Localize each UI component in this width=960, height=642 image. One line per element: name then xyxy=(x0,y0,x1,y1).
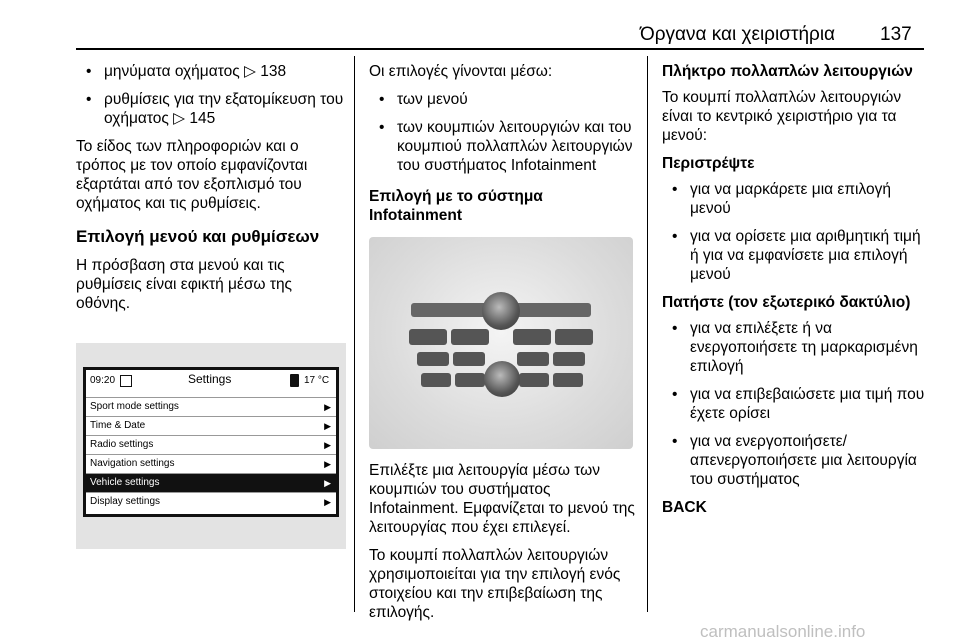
panel-button xyxy=(513,329,551,345)
menu-item-display[interactable]: Display settings ▶ xyxy=(86,492,336,511)
phone-icon xyxy=(290,374,299,387)
chevron-right-icon: ▶ xyxy=(324,478,331,488)
menu-item-time-date[interactable]: Time & Date ▶ xyxy=(86,416,336,435)
panel-button xyxy=(455,373,485,387)
panel-button xyxy=(553,352,585,366)
bullet-list xyxy=(76,62,346,128)
column-3 xyxy=(662,62,930,524)
screen-temperature: 17 °C xyxy=(304,375,330,386)
paragraph: Οι επιλογές γίνονται μέσω: xyxy=(369,63,553,80)
bullet-list xyxy=(662,319,930,489)
infotainment-panel-photo xyxy=(369,237,633,449)
column-2 xyxy=(369,62,637,631)
panel-button xyxy=(517,352,549,366)
subheading: Πλήκτρο πολλαπλών λειτουργιών xyxy=(662,63,913,80)
list-item: • για να ενεργοποιήσετε/απενεργοποιήσετε μια λειτουργία του συστήματος xyxy=(662,432,930,489)
chevron-right-icon: ▶ xyxy=(324,459,331,469)
list-item: • για να ορίσετε μια αριθμητική τιμή ή για να εμφανίσετε μια επιλογή μενού xyxy=(662,227,930,284)
triangle-arrow-icon: ▷ xyxy=(173,110,186,127)
multifunction-knob xyxy=(484,361,520,397)
screen-title: Settings xyxy=(188,372,232,386)
running-header-title: Όργανα και χειριστήρια xyxy=(640,24,836,45)
settings-screen-figure xyxy=(76,343,346,549)
screen-status-bar xyxy=(86,370,336,393)
column-1 xyxy=(76,62,346,564)
paragraph: Το είδος των πληροφοριών και ο τρόπος με τον οποίο εμφανίζονται εξαρτάται από τον εξοπλισμό του οχήματος και τις ρυθμίσεις. xyxy=(76,138,308,212)
list-item: • για να επιβεβαιώσετε μια τιμή που έχετε ορίσει xyxy=(662,385,930,423)
panel-button xyxy=(417,352,449,366)
list-item: • μηνύματα οχήματος ▷ 138 xyxy=(76,62,346,81)
rotate-label: Περιστρέψτε xyxy=(662,155,755,172)
triangle-arrow-icon: ▷ xyxy=(244,63,256,80)
list-item: • των κουμπιών λειτουργιών και του κουμπιού πολλαπλών λειτουργιών του συστήματος Infotainment xyxy=(369,118,637,175)
settings-screen xyxy=(83,367,339,517)
volume-knob xyxy=(482,292,520,330)
page-reference[interactable]: 145 xyxy=(189,110,216,127)
back-label: BACK xyxy=(662,499,707,516)
column-divider-2 xyxy=(647,56,648,612)
panel-button xyxy=(519,373,549,387)
watermark: carmanualsonline.info xyxy=(700,622,866,641)
paragraph: Η πρόσβαση στα μενού και τις ρυθμίσεις είναι εφικτή μέσω της οθόνης. xyxy=(76,257,293,312)
bullet-list xyxy=(369,90,637,175)
panel-button xyxy=(553,373,583,387)
press-label: Πατήστε (τον εξωτερικό δακτύλιο) xyxy=(662,294,911,311)
page-reference[interactable]: 138 xyxy=(260,63,287,80)
panel-button xyxy=(451,329,489,345)
menu-item-radio[interactable]: Radio settings ▶ xyxy=(86,435,336,454)
chevron-right-icon: ▶ xyxy=(324,402,331,412)
paragraph: Επιλέξτε μια λειτουργία μέσω των κουμπιών του συστήματος Infotainment. Εμφανίζεται το μενού της λειτουργίας που έχει επιλεγεί. xyxy=(369,462,635,536)
section-heading: Επιλογή μενού και ρυθμίσεων xyxy=(76,227,320,246)
list-item: • για να επιλέξετε ή να ενεργοποιήσετε τη μαρκαρισμένη επιλογή xyxy=(662,319,930,376)
column-divider-1 xyxy=(354,56,355,612)
subheading: Επιλογή με το σύστημα Infotainment xyxy=(369,188,543,224)
panel-button xyxy=(453,352,485,366)
panel-button xyxy=(555,329,593,345)
chevron-right-icon: ▶ xyxy=(324,440,331,450)
chevron-right-icon: ▶ xyxy=(324,497,331,507)
menu-item-navigation[interactable]: Navigation settings ▶ xyxy=(86,454,336,473)
screen-time: 09:20 xyxy=(90,375,116,386)
panel-button xyxy=(409,329,447,345)
chevron-right-icon: ▶ xyxy=(324,421,331,431)
header-rule xyxy=(76,48,924,50)
list-item: • των μενού xyxy=(369,90,637,109)
bullet-list xyxy=(662,180,930,284)
page-number: 137 xyxy=(880,24,912,45)
panel-button xyxy=(421,373,451,387)
paragraph: Το κουμπί πολλαπλών λειτουργιών χρησιμοποιείται για την επιλογή ενός στοιχείου και την επιβεβαίωση της επιλογής. xyxy=(369,547,621,621)
list-item: • ρυθμίσεις για την εξατομίκευση του οχήματος ▷ 145 xyxy=(76,90,346,128)
list-item: • για να μαρκάρετε μια επιλογή μενού xyxy=(662,180,930,218)
paragraph: Το κουμπί πολλαπλών λειτουργιών είναι το κεντρικό χειριστήριο για τα μενού: xyxy=(662,89,902,144)
menu-item-sport-mode[interactable]: Sport mode settings ▶ xyxy=(86,397,336,416)
clock-icon xyxy=(120,375,132,387)
menu-item-vehicle[interactable]: Vehicle settings ▶ xyxy=(86,473,336,492)
